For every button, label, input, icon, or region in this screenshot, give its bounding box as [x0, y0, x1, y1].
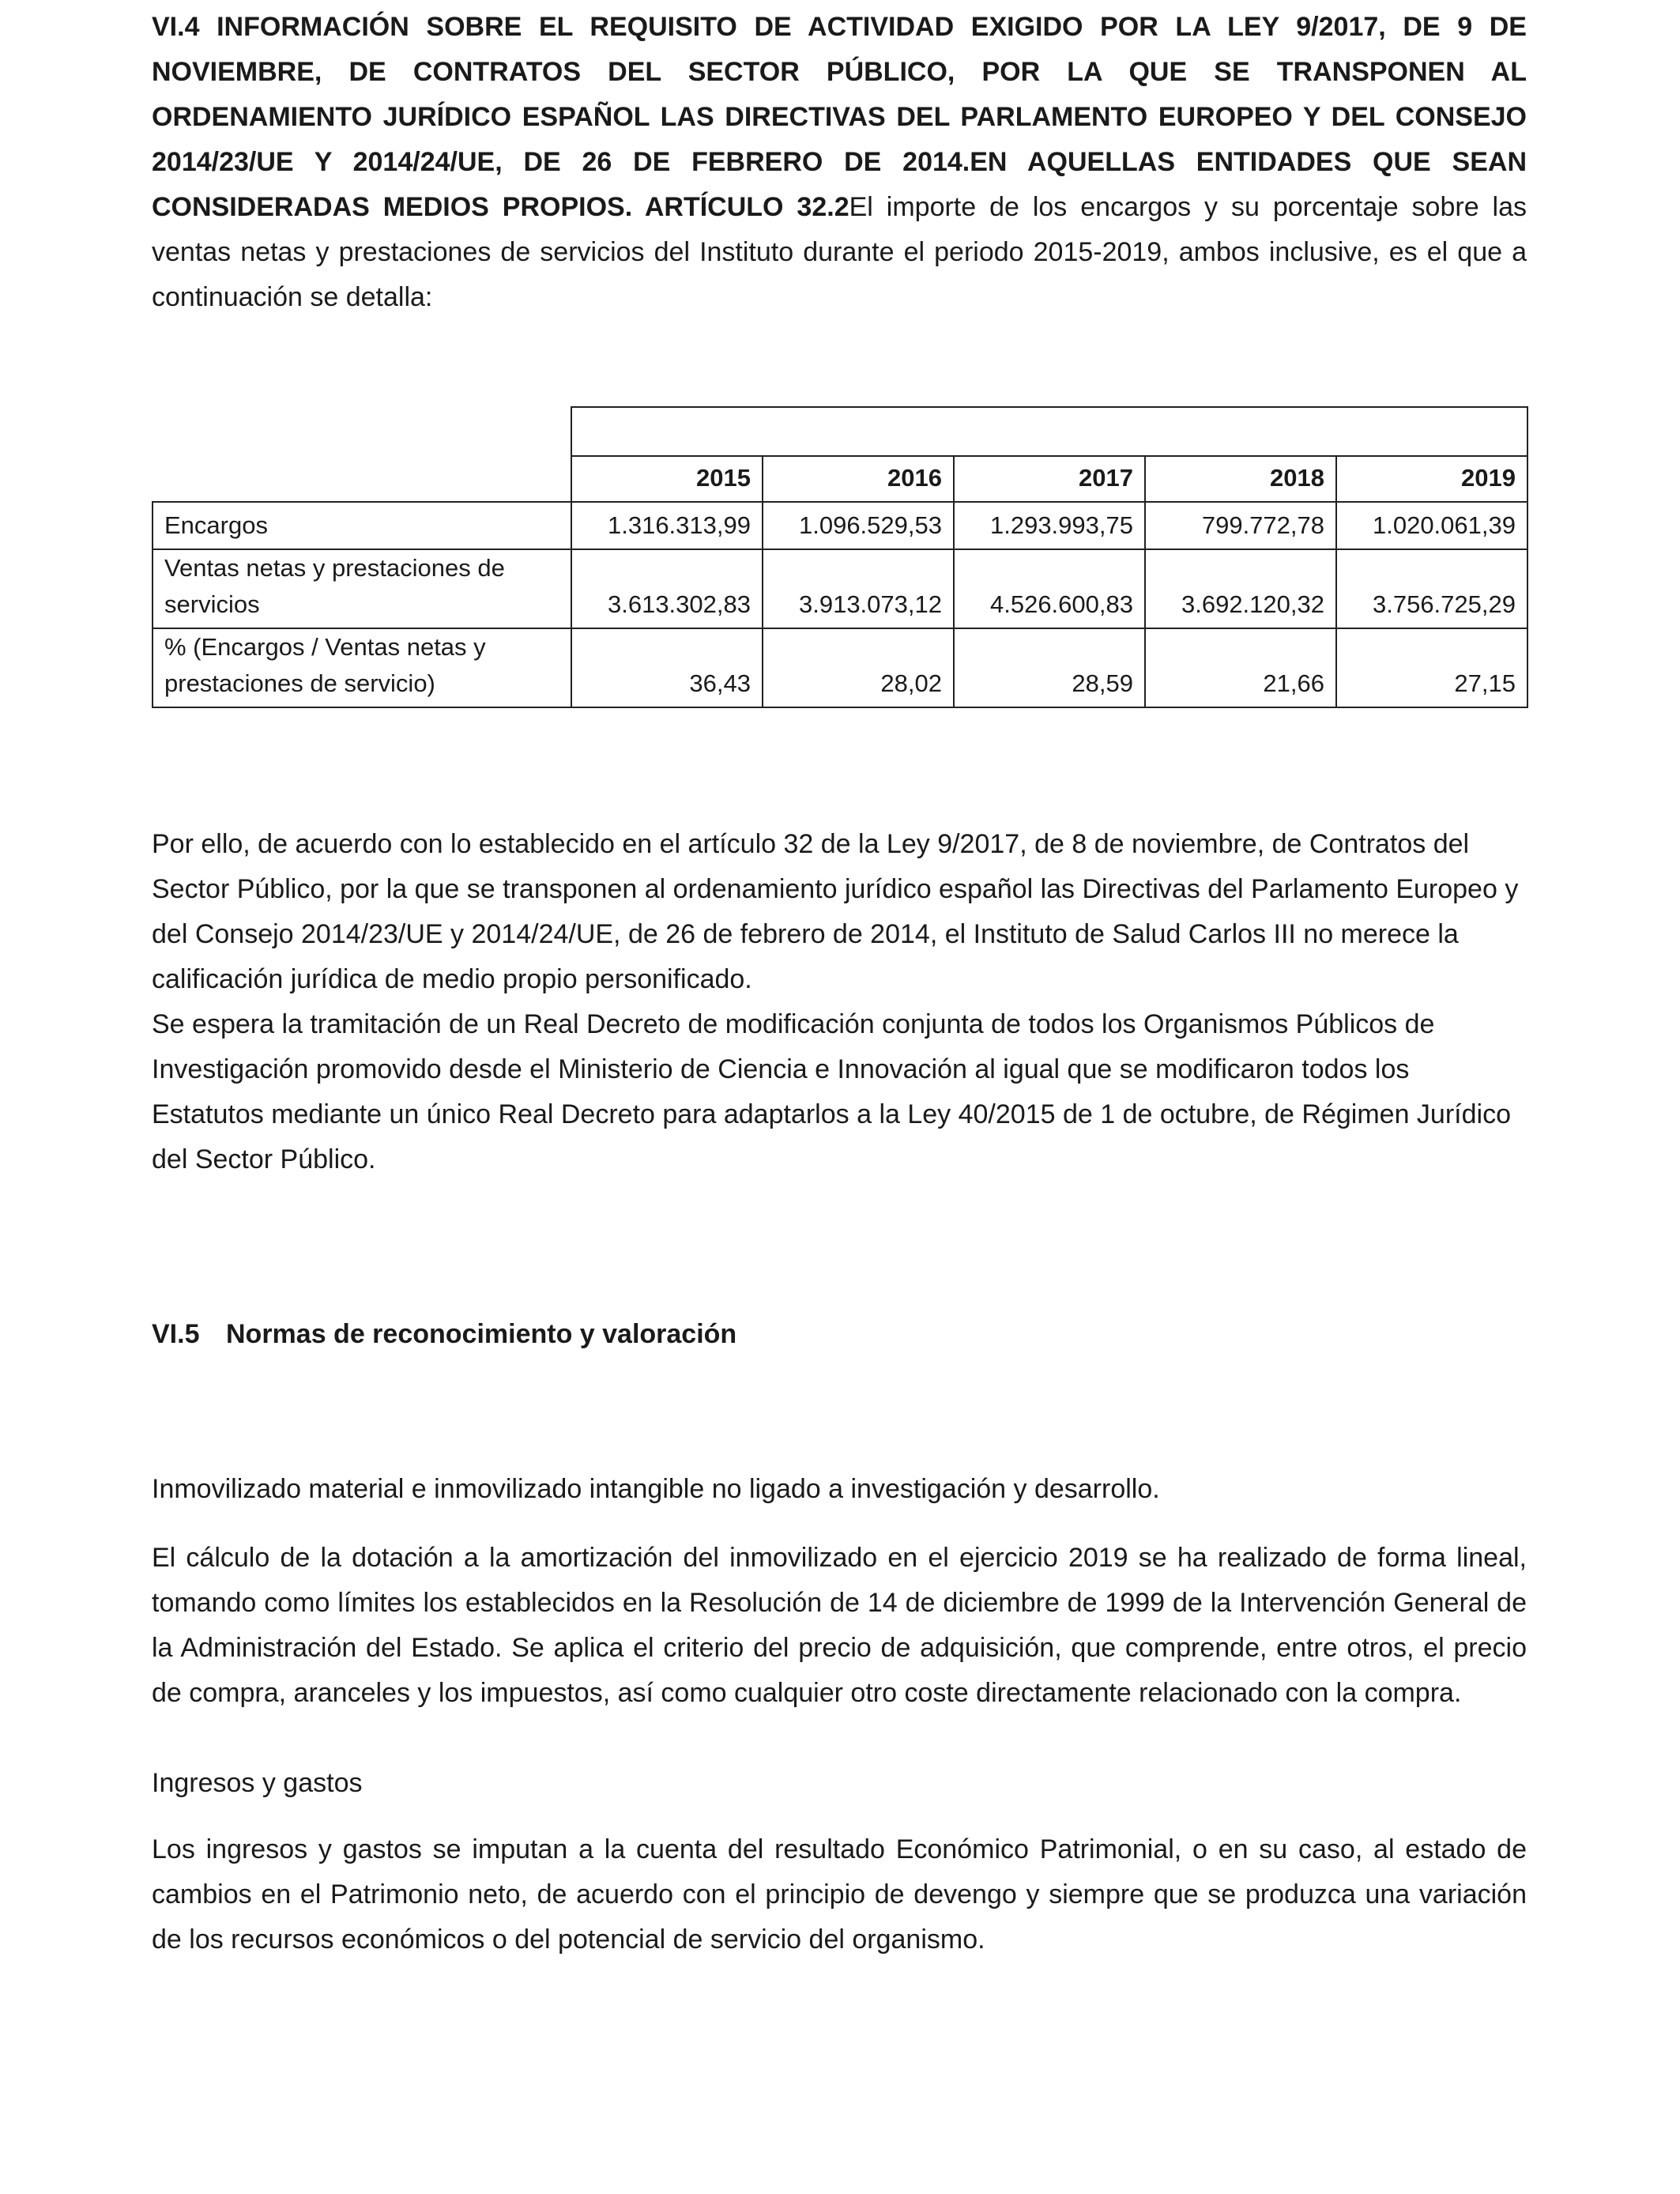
section-number: VI.5	[152, 1319, 200, 1349]
subheading-inmovilizado: Inmovilizado material e inmovilizado intangible no ligado a investigación y desarrollo.	[152, 1474, 1160, 1504]
table-cell: 3.756.725,29	[1336, 549, 1527, 628]
table-cell: 3.692.120,32	[1145, 549, 1336, 628]
row-label: Ventas netas y prestaciones de servicios	[153, 549, 571, 628]
column-header: 2017	[954, 456, 1145, 502]
column-header: 2016	[763, 456, 954, 502]
section-title: Normas de reconocimiento y valoración	[226, 1319, 737, 1349]
table-header-row	[153, 456, 1527, 502]
column-header: 2018	[1145, 456, 1336, 502]
table-cell: 799.772,78	[1145, 502, 1336, 549]
subheading-ingresos-gastos: Ingresos y gastos	[152, 1768, 363, 1798]
section-heading-vi4	[152, 5, 1527, 320]
table-cell: 36,43	[571, 628, 763, 707]
paragraph-medio-propio: Por ello, de acuerdo con lo establecido en el artículo 32 de la Ley 9/2017, de 8 de noviembre, de Contratos del Sector Público, por la que se transponen al ordenamiento jurídico español las Directivas del Parlamento Europeo y del Consejo 2014/23/UE y 2014/24/UE, de 26 de febrero de 2014, el Instituto de Salud Carlos III no merece la calificación jurídica de medio propio personificado.	[152, 829, 1519, 994]
table-cell: 1.316.313,99	[571, 502, 763, 549]
table-row	[153, 549, 1527, 628]
table-merged-header-cell	[571, 407, 1527, 456]
section-heading-vi5	[152, 1312, 736, 1357]
table-cell: 3.913.073,12	[763, 549, 954, 628]
table-cell: 1.096.529,53	[763, 502, 954, 549]
table-cell: 27,15	[1336, 628, 1527, 707]
encargos-table	[152, 406, 1528, 708]
table-cell: 3.613.302,83	[571, 549, 763, 628]
table-cell: 1.293.993,75	[954, 502, 1145, 549]
column-header: 2019	[1336, 456, 1527, 502]
row-label: % (Encargos / Ventas netas y prestaciones de servicio)	[153, 628, 571, 707]
paragraph-ingresos-gastos: Los ingresos y gastos se imputan a la cuenta del resultado Económico Patrimonial, o en su caso, al estado de cambios en el Patrimonio neto, de acuerdo con el principio de devengo y siempre que se produzca una variación de los recursos económicos o del potencial de servicio del organismo.	[152, 1834, 1527, 1955]
table-cell: 28,02	[763, 628, 954, 707]
column-header: 2015	[571, 456, 763, 502]
paragraph-amortizacion: El cálculo de la dotación a la amortización del inmovilizado en el ejercicio 2019 se ha realizado de forma lineal, tomando como límites los establecidos en la Resolución de 14 de diciembre de 1999 de la Intervención General de la Administración del Estado. Se aplica el criterio del precio de adquisición, que comprende, entre otros, el precio de compra, aranceles y los impuestos, así como cualquier otro coste directamente relacionado con la compra.	[152, 1543, 1527, 1708]
table-cell: 4.526.600,83	[954, 549, 1145, 628]
table-row	[153, 502, 1527, 549]
table-corner-cell	[153, 407, 571, 456]
paragraph-real-decreto: Se espera la tramitación de un Real Decreto de modificación conjunta de todos los Organismos Públicos de Investigación promovido desde el Ministerio de Ciencia e Innovación al igual que se modificaron todos los Estatutos mediante un único Real Decreto para adaptarlos a la Ley 40/2015 de 1 de octubre, de Régimen Jurídico del Sector Público.	[152, 1009, 1511, 1174]
table-top-row	[153, 407, 1527, 456]
table-cell: 21,66	[1145, 628, 1336, 707]
table-cell: 1.020.061,39	[1336, 502, 1527, 549]
table-cell: 28,59	[954, 628, 1145, 707]
table-corner-cell	[153, 456, 571, 502]
row-label: Encargos	[153, 502, 571, 549]
table-row	[153, 628, 1527, 707]
heading-normal-text: El importe de los encargos y su porcentaje sobre las ventas netas y prestaciones de servicios del Instituto durante el periodo 2015-2019, ambos inclusive, es el que a continuación se detalla:	[152, 192, 1527, 312]
heading-bold-text: VI.4 INFORMACIÓN SOBRE EL REQUISITO DE ACTIVIDAD EXIGIDO POR LA LEY 9/2017, DE 9 DE NOVIEMBRE, DE CONTRATOS DEL SECTOR PÚBLICO, POR LA QUE SE TRANSPONEN AL ORDENAMIENTO JURÍDICO ESPAÑOL LAS DIRECTIVAS DEL PARLAMENTO EUROPEO Y DEL CONSEJO 2014/23/UE Y 2014/24/UE, DE 26 DE FEBRERO DE 2014.EN AQUELLAS ENTIDADES QUE SEAN CONSIDERADAS MEDIOS PROPIOS. ARTÍCULO 32.2	[152, 12, 1527, 222]
